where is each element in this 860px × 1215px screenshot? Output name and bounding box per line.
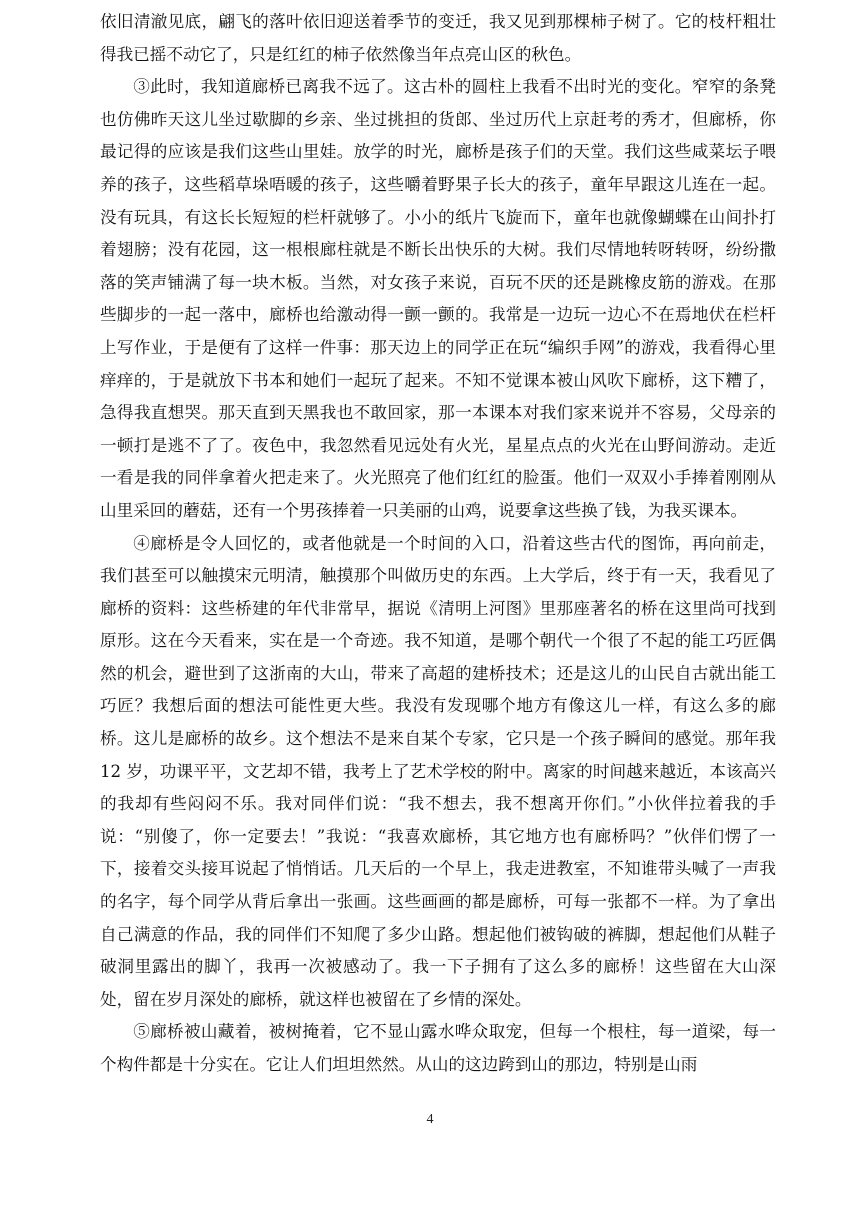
paragraph-continuation: 依旧清澈见底，翩飞的落叶依旧迎送着季节的变迁，我又见到那棵柿子树了。它的枝杆粗壮得我已摇不动它了，只是红红的柿子依然像当年点亮山区的秋色。 bbox=[100, 12, 776, 64]
page-number: 4 bbox=[426, 1112, 434, 1127]
document-body bbox=[100, 6, 776, 1082]
paragraph-5: ⑤廊桥被山藏着，被树掩着，它不显山露水哗众取宠，但每一个根柱，每一道梁，每一个构件都是十分实在。它让人们坦坦然然。从山的这边跨到山的那边，特别是山雨 bbox=[100, 1022, 776, 1074]
paragraph-4: ④廊桥是令人回忆的，或者他就是一个时间的入口，沿着这些古代的图饰，再向前走，我们甚至可以触摸宋元明清，触摸那个叫做历史的东西。上大学后，终于有一天，我看见了廊桥的资料：这些桥建的年代非常早，据说《清明上河图》里那座著名的桥在这里尚可找到原形。这在今天看来，实在是一个奇迹。我不知道，是哪个朝代一个很了不起的能工巧匠偶然的机会，避世到了这浙南的大山，带来了高超的建桥技术；还是这儿的山民自古就出能工巧匠？我想后面的想法可能性更大些。我没有发现哪个地方有像这儿一样，有这么多的廊桥。这儿是廊桥的故乡。这个想法不是来自某个专家，它只是一个孩子瞬间的感觉。那年我 12 岁，功课平平，文艺却不错，我考上了艺术学校的附中。离家的时间越来越近，本该高兴的我却有些闷闷不乐。我对同伴们说：“我不想去，我不想离开你们。”小伙伴拉着我的手说：“别傻了，你一定要去！”我说：“我喜欢廊桥，其它地方也有廊桥吗？”伙伴们愣了一下，接着交头接耳说起了悄悄话。几天后的一个早上，我走进教室，不知谁带头喊了一声我的名字，每个同学从背后拿出一张画。这些画画的都是廊桥，可每一张都不一样。为了拿出自己满意的作品，我的同伴们不知爬了多少山路。想起他们被钩破的裤脚，想起他们从鞋子破洞里露出的脚丫，我再一次被感动了。我一下子拥有了这么多的廊桥！这些留在大山深处，留在岁月深处的廊桥，就这样也被留在了乡情的深处。 bbox=[100, 533, 776, 1009]
paragraph-3: ③此时，我知道廊桥已离我不远了。这古朴的圆柱上我看不出时光的变化。窄窄的条凳也仿佛昨天这儿坐过歇脚的乡亲、坐过挑担的货郎、坐过历代上京赶考的秀才，但廊桥，你最记得的应该是我们这些山里娃。放学的时光，廊桥是孩子们的天堂。我们这些咸菜坛子喂养的孩子，这些稻草垛唔暖的孩子，这些嚼着野果子长大的孩子，童年早跟这儿连在一起。没有玩具，有这长长短短的栏杆就够了。小小的纸片飞旋而下，童年也就像蝴蝶在山间扑打着翅膀；没有花园，这一根根廊柱就是不断长出快乐的大树。我们尽情地转呀转呀，纷纷撒落的笑声铺满了每一块木板。当然，对女孩子来说，百玩不厌的还是跳橡皮筋的游戏。在那些脚步的一起一落中，廊桥也给激动得一颤一颤的。我常是一边玩一边心不在焉地伏在栏杆上写作业，于是便有了这样一件事：那天边上的同学正在玩“编织手网”的游戏，我看得心里痒痒的，于是就放下书本和她们一起玩了起来。不知不觉课本被山风吹下廊桥，这下糟了，急得我直想哭。那天直到天黑我也不敢回家，那一本课本对我们家来说并不容易，父母亲的一顿打是逃不了了。夜色中，我忽然看见远处有火光，星星点点的火光在山野间游动。走近一看是我的同伴拿着火把走来了。火光照亮了他们红红的脸蛋。他们一双双小手捧着刚刚从山里采回的蘑菇，还有一个男孩捧着一只美丽的山鸡，说要拿这些换了钱，为我买课本。 bbox=[100, 77, 776, 520]
